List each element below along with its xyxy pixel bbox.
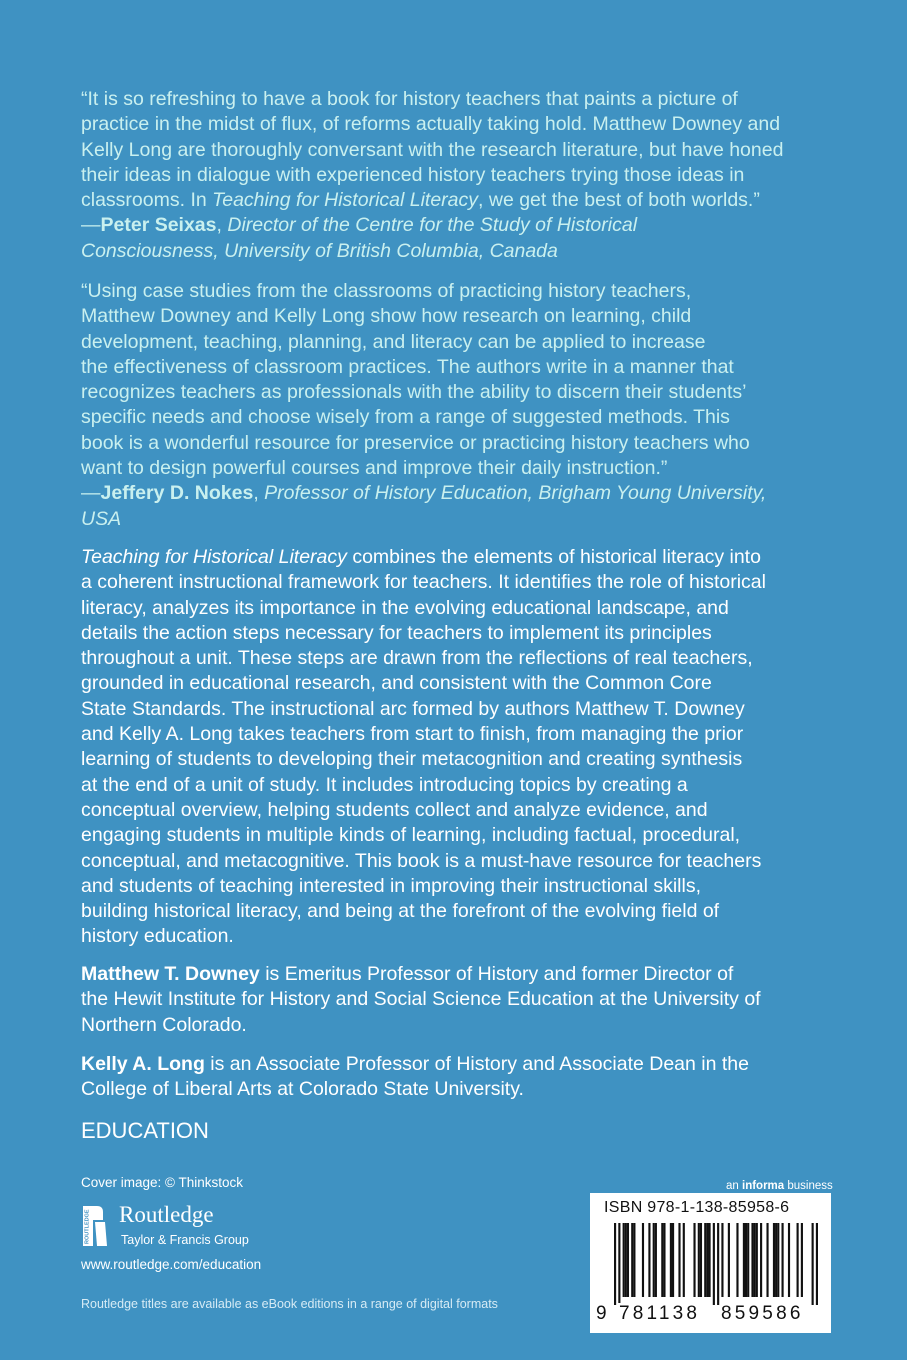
bio-line: the Hewit Institute for History and Social Science Education at the University of [81, 988, 761, 1011]
attribution-dash: — [81, 214, 101, 237]
description-line: conceptual, and metacognitive. This book is a must-have resource for teachers [81, 849, 762, 872]
quote-line: “It is so refreshing to have a book for history teachers that paints a picture of [81, 88, 738, 110]
description-line: learning of students to developing their metacognition and creating synthesis [81, 748, 743, 771]
book-title: Teaching for Historical Literacy [212, 189, 479, 212]
barcode-bar [661, 1223, 663, 1297]
barcode-bar [663, 1223, 665, 1297]
barcode-bar [773, 1223, 775, 1297]
description-line: details the action steps necessary for teachers to implement its principles [81, 621, 712, 644]
quote-line: “Using case studies from the classrooms of practicing history teachers, [81, 280, 692, 302]
bio-line: Northern Colorado. [81, 1013, 247, 1036]
book-description [81, 545, 841, 950]
routledge-mark-icon [81, 1202, 109, 1250]
barcode-bar [728, 1223, 730, 1297]
description-line: throughout a unit. These steps are drawn from the reflections of real teachers, [81, 647, 753, 670]
barcode-bar [631, 1223, 633, 1297]
description-line: and Kelly A. Long takes teachers from start to finish, from managing the prior [81, 723, 744, 746]
quote-line: development, teaching, planning, and literacy can be applied to increase [81, 330, 706, 353]
bio-line: College of Liberal Arts at Colorado State University. [81, 1078, 524, 1101]
description-line: grounded in educational research, and consistent with the Common Core [81, 672, 712, 695]
ean-right-text: 859586 [721, 1303, 804, 1324]
description-line: at the end of a unit of study. It includes introducing topics by creating a [81, 773, 688, 796]
attribution-affiliation: Director of the Centre for the Study of Historical [227, 214, 638, 237]
informa-prefix: an [726, 1180, 742, 1192]
description-line: history education. [81, 925, 234, 948]
quote-line: Matthew Downey and Kelly Long show how research on learning, child [81, 305, 692, 328]
barcode-bar [693, 1223, 695, 1297]
barcode-bar [766, 1223, 768, 1297]
description-line [81, 545, 841, 570]
barcode-bar [775, 1223, 777, 1297]
attribution-affiliation: Consciousness, University of British Columbia, Canada [81, 239, 558, 262]
informa-brand: informa [742, 1180, 785, 1192]
bio-line [81, 1052, 841, 1077]
quote-text: classrooms. In [81, 189, 213, 212]
ean-left-text: 781138 [619, 1303, 701, 1324]
author-name: Kelly A. Long [81, 1053, 205, 1075]
barcode-bar [670, 1223, 672, 1297]
description-line: and students of teaching interested in improving their instructional skills, [81, 874, 701, 897]
barcode-bar [745, 1223, 747, 1297]
barcode-bar [655, 1223, 657, 1297]
ebook-note: Routledge titles are available as eBook editions in a range of digital formats [81, 1297, 498, 1311]
barcode-bar [625, 1223, 627, 1297]
attribution-affiliation: USA [81, 507, 122, 530]
barcode-guard-bar [717, 1223, 719, 1305]
informa-suffix: business [784, 1180, 833, 1192]
barcode-bar [683, 1223, 685, 1297]
attribution-author: Peter Seixas [100, 214, 217, 237]
bio-text: is an Associate Professor of History and Associate Dean in the [204, 1053, 749, 1075]
barcode-guard-bar [816, 1223, 818, 1305]
attribution-separator: , [216, 214, 228, 237]
barcode-bar [721, 1223, 723, 1297]
barcode-bar [708, 1223, 710, 1297]
quote-line: recognizes teachers as professionals with the ability to discern their students’ [81, 381, 747, 404]
barcode-bar [698, 1223, 700, 1297]
barcode-guard-bar [618, 1223, 620, 1305]
publisher-name: Routledge [119, 1202, 214, 1227]
barcode-bar [797, 1223, 799, 1297]
barcode-bar [672, 1223, 674, 1297]
barcode-bar [788, 1223, 790, 1297]
publisher-url[interactable]: www.routledge.com/education [81, 1257, 262, 1272]
attribution-author: Jeffery D. Nokes [100, 482, 254, 505]
author-name: Matthew T. Downey [81, 963, 260, 985]
isbn-barcode [590, 1193, 831, 1333]
attribution-dash: — [81, 482, 101, 505]
description-line: building historical literacy, and being at the forefront of the evolving field of [81, 900, 720, 923]
author-bio-long [81, 1052, 841, 1103]
ean-first-digit: 9 [596, 1303, 607, 1324]
quote-line: their ideas in dialogue with experienced history teachers trying those ideas in [81, 163, 745, 186]
barcode-bar [801, 1223, 803, 1297]
quote-line: book is a wonderful resource for preservice or practicing history teachers who [81, 431, 750, 454]
review-quote-seixas [81, 87, 841, 264]
description-text: combines the elements of historical literacy into [346, 546, 761, 568]
attribution-affiliation: Professor of History Education, Brigham Young University, [264, 482, 767, 505]
barcode-bar [700, 1223, 702, 1297]
bio-text: is Emeritus Professor of History and former Director of [259, 963, 734, 985]
description-line: literacy, analyzes its importance in the evolving educational landscape, and [81, 596, 729, 619]
barcode-bar [633, 1223, 635, 1297]
quote-attribution-cont [81, 507, 841, 532]
barcode-bar [623, 1223, 625, 1297]
quote-line [81, 188, 841, 213]
barcode-bar [760, 1223, 762, 1297]
barcode-bar [736, 1223, 738, 1297]
informa-business-tag [726, 1180, 833, 1192]
quote-line: Kelly Long are thoroughly conversant with the research literature, but have honed [81, 138, 784, 161]
barcode-bar [648, 1223, 650, 1297]
barcode-bars [614, 1223, 818, 1305]
quote-line: practice in the midst of flux, of reforms actually taking hold. Matthew Downey and [81, 113, 781, 136]
barcode-bar [743, 1223, 745, 1297]
barcode-guard-bar [812, 1223, 814, 1305]
publisher-logo [81, 1202, 301, 1252]
quote-line: want to design powerful courses and improve their daily instruction.” [81, 457, 668, 480]
subject-category: EDUCATION [81, 1118, 209, 1143]
barcode-bar [751, 1223, 753, 1297]
barcode-guard-bar [713, 1223, 715, 1305]
author-bio-downey [81, 962, 841, 1038]
description-line: a coherent instructional framework for teachers. It identifies the role of historical [81, 571, 766, 594]
barcode-bar [706, 1223, 708, 1297]
book-title: Teaching for Historical Literacy [81, 546, 347, 568]
barcode-bar [678, 1223, 680, 1297]
barcode-bar [754, 1223, 756, 1297]
ean-left-digits [618, 1303, 701, 1325]
bio-line [81, 962, 841, 987]
barcode-bar [756, 1223, 758, 1297]
cover-credit: Cover image: © Thinkstock [81, 1175, 244, 1190]
isbn-text: ISBN 978-1-138-85958-6 [604, 1199, 790, 1216]
barcode-guard-bar [614, 1223, 616, 1305]
barcode-bar [642, 1223, 644, 1297]
quote-line: specific needs and choose wisely from a range of suggested methods. This [81, 406, 730, 429]
review-quote-nokes [81, 279, 841, 532]
ean-right-digits [720, 1303, 805, 1325]
barcode-bar [747, 1223, 749, 1297]
barcode-bar [627, 1223, 629, 1297]
description-line: engaging students in multiple kinds of learning, including factual, procedural, [81, 824, 741, 847]
quote-line: the effectiveness of classroom practices. The authors write in a manner that [81, 355, 734, 378]
publisher-group: Taylor & Francis Group [121, 1233, 249, 1247]
quote-text: , we get the best of both worlds.” [478, 189, 760, 212]
vertical-mark-text: ROUTLEDGE [84, 1209, 91, 1244]
barcode-bar [653, 1223, 655, 1297]
barcode-bar [704, 1223, 706, 1297]
barcode-bar [777, 1223, 779, 1297]
description-line: State Standards. The instructional arc formed by authors Matthew T. Downey [81, 697, 745, 720]
barcode-bar [781, 1223, 783, 1297]
description-line: conceptual overview, helping students collect and analyze evidence, and [81, 798, 708, 821]
attribution-separator: , [253, 482, 265, 505]
quote-attribution [81, 481, 841, 506]
quote-attribution-cont [81, 239, 841, 264]
quote-attribution [81, 213, 841, 238]
